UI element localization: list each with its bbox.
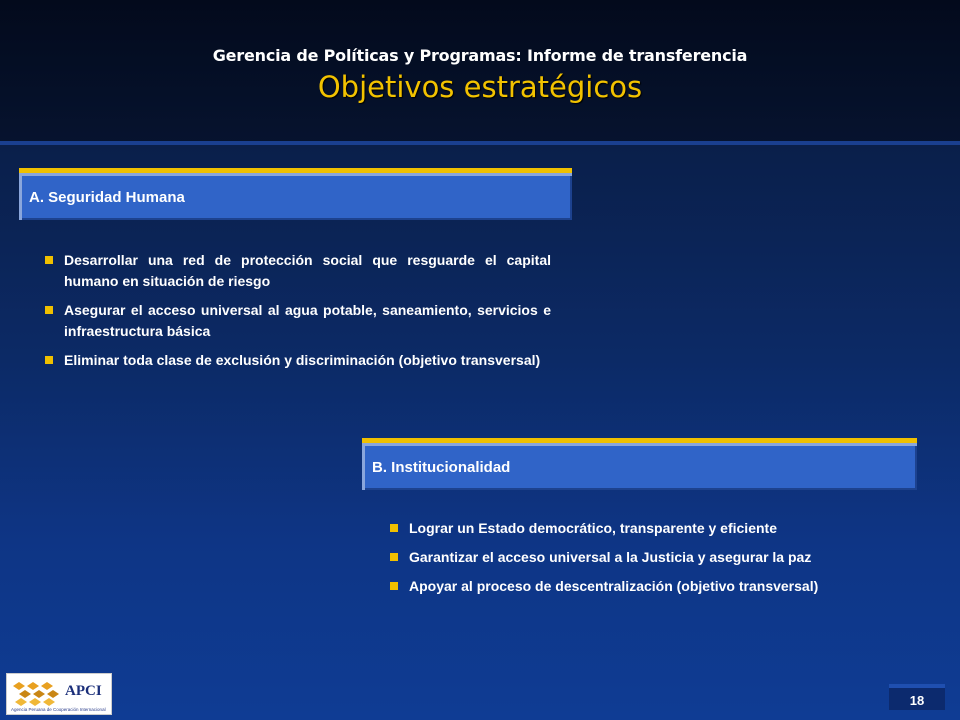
apci-emblem-icon xyxy=(11,678,63,708)
bullet-square-icon xyxy=(45,256,53,264)
slide-header xyxy=(0,0,960,145)
logo-text: APCI xyxy=(65,683,102,699)
list-item xyxy=(45,350,551,371)
list-item-text: Desarrollar una red de protección social que resguarde el capital humano en situación de riesgo xyxy=(64,252,551,289)
section-b-label: B. Institucionalidad xyxy=(372,459,511,476)
page-number: 18 xyxy=(889,684,945,710)
list-item-text: Asegurar el acceso universal al agua potable, saneamiento, servicios e infraestructura básica xyxy=(64,302,551,339)
list-item-text: Apoyar al proceso de descentralización (objetivo transversal) xyxy=(409,578,819,594)
slide-subtitle: Gerencia de Políticas y Programas: Informe de transferencia xyxy=(212,46,748,65)
list-item xyxy=(45,300,551,342)
bullet-square-icon xyxy=(45,356,53,364)
section-b-list xyxy=(390,518,915,605)
header-divider xyxy=(0,141,960,145)
list-item xyxy=(390,576,915,597)
bullet-square-icon xyxy=(390,582,398,590)
list-item-text: Eliminar toda clase de exclusión y discriminación (objetivo transversal) xyxy=(64,352,541,368)
list-item xyxy=(45,250,551,292)
slide-title: Objetivos estratégicos xyxy=(317,70,643,104)
bullet-square-icon xyxy=(390,524,398,532)
apci-logo xyxy=(6,673,112,715)
section-a-bar xyxy=(19,168,572,220)
list-item xyxy=(390,518,915,539)
section-a-list xyxy=(45,250,551,379)
section-a-label: A. Seguridad Humana xyxy=(29,189,185,206)
list-item xyxy=(390,547,915,568)
section-b-bar xyxy=(362,438,917,490)
list-item-text: Garantizar el acceso universal a la Justicia y asegurar la paz xyxy=(409,549,812,565)
bullet-square-icon xyxy=(390,553,398,561)
list-item-text: Lograr un Estado democrático, transparente y eficiente xyxy=(409,520,777,536)
bullet-square-icon xyxy=(45,306,53,314)
logo-subtext: Agencia Peruana de Cooperación Internacional xyxy=(11,707,106,712)
